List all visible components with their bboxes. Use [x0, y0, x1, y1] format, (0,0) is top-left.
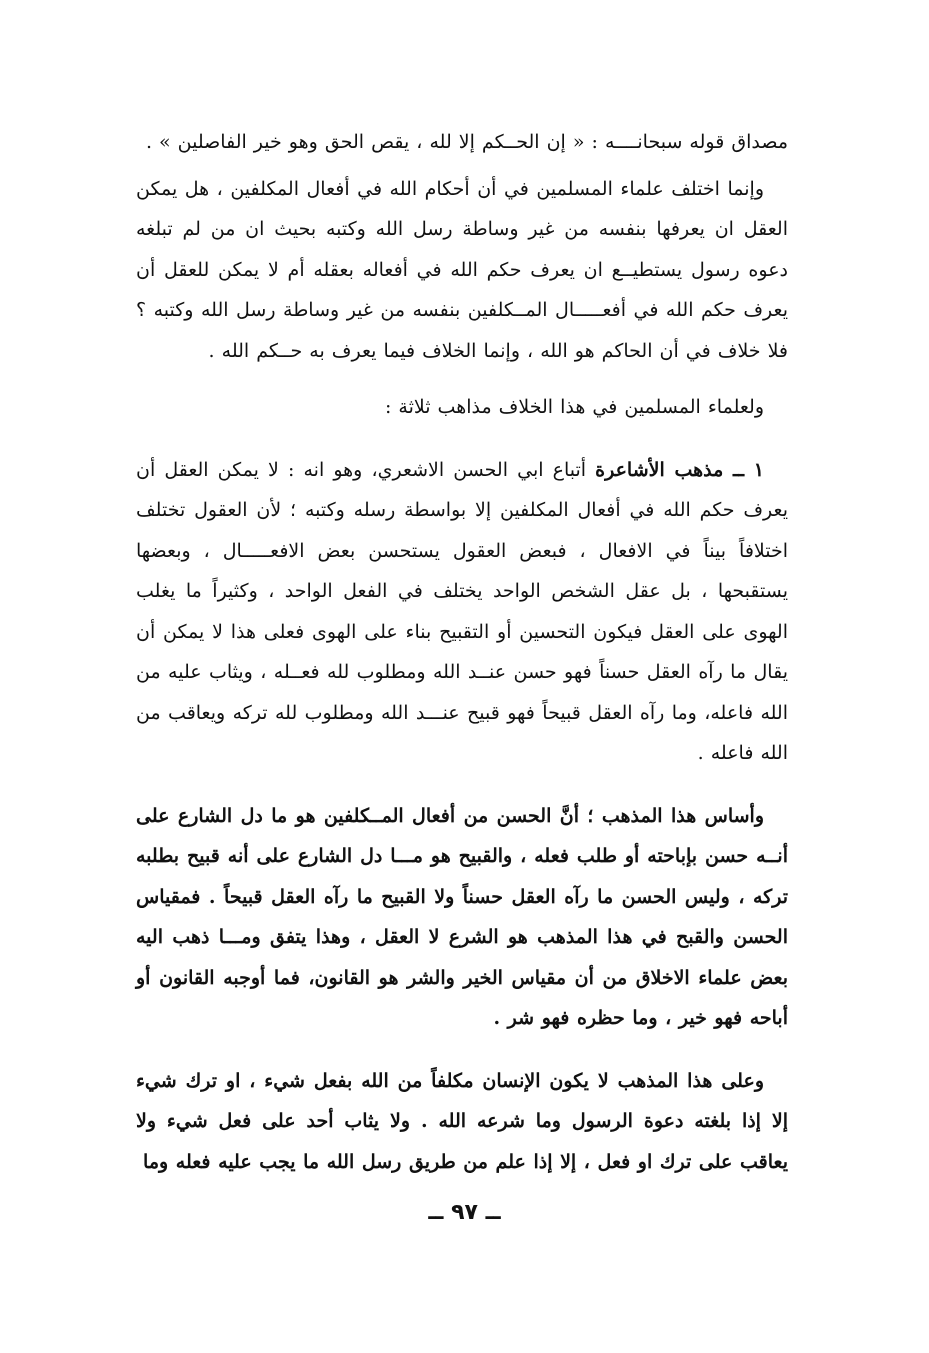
- paragraph-4: [136, 450, 788, 774]
- paragraph-5: وأساس هذا المذهب ؛ أنَّ الحسن من أفعال المــكلفين هو ما دل الشارع على أنــه حسن بإباحته أو طلب فعله ، والقبيح هو مـــا دل الشارع على أنه قبيح بطلبه تركه ، وليس الحسن ما رآه العقل حسناً ولا القبيح ما رآه العقل قبيحاً . فمقياس الحسن والقبح في هذا المذهب هو الشرع لا العقل ، وهذا يتفق ومـــا ذهب اليه بعض علماء الاخلاق من أن مقياس الخير والشر هو القانون، فما أوجبه القانون أو أباحه فهو خير ، وما حظره فهو شر .: [136, 804, 788, 1029]
- page-number: ــ ٩٧ ــ: [428, 1200, 501, 1225]
- spacer: [136, 428, 788, 450]
- spacer: [136, 774, 788, 796]
- paragraph-4-text: أتباع ابي الحسن الاشعري، وهو انه : لا يمكن العقل أن يعرف حكم الله في أفعال المكلفين إلا بواسطة رسله وكتبه ؛ لأن العقول تختلف اختلافاً بيناً في الافعال ، فبعض العقول يستحسن بعض الافعـــــال ، وبعضها يستقبحها ، بل عقل الشخص الواحد يختلف في الفعل الواحد ، وكثيراً ما يغلب الهوى على العقل فيكون التحسين أو التقبيح بناء على الهوى فعلى هذا لا يمكن أن يقال ما رآه العقل حسناً فهو حسن عنــد الله ومطلوب لله فعــله ، ويثاب عليه من الله فاعله، وما رآه العقل قبيحاً فهو قبيح عنـــد الله ومطلوب لله تركه ويعاقب من الله فاعله .: [136, 458, 788, 764]
- spacer: [136, 1039, 788, 1061]
- paragraph-3: ولعلماء المسلمين في هذا الخلاف مذاهب ثلاثة :: [384, 396, 764, 418]
- book-page-body: [136, 122, 788, 1232]
- spacer: [136, 371, 788, 387]
- paragraph-6: وعلى هذا المذهب لا يكون الإنسان مكلفاً من الله بفعل شيء ، او ترك شيء إلا إذا بلغته دعوة الرسول وما شرعه الله . ولا يثاب أحد على فعل شيء ولا يعاقب على ترك او فعل ، إلا إذا علم من طريق رسل الله ما يجب عليه فعله وما: [136, 1069, 788, 1173]
- section-heading-ashaira: ١ ــ مذهب الأشاعرة: [595, 458, 764, 481]
- paragraph-2: وإنما اختلف علماء المسلمين في أن أحكام الله في أفعال المكلفين ، هل يمكن العقل ان يعرفها بنفسه من غير وساطة رسل الله وكتبه بحيث ان من لم تبلغه دعوه رسول يستطيــع ان يعرف حكم الله في أفعاله بعقله أم لا يمكن للعقل أن يعرف حكم الله في أفعـــــال المــكلفين بنفسه من غير وساطة رسل الله وكتبه ؟ فلا خلاف في أن الحاكم هو الله ، وإنما الخلاف فيما يعرف به حــكم الله .: [136, 177, 788, 362]
- paragraph-1: مصداق قوله سبحانــــه : « إن الحــكم إلا لله ، يقص الحق وهو خير الفاصلين » .: [145, 131, 788, 153]
